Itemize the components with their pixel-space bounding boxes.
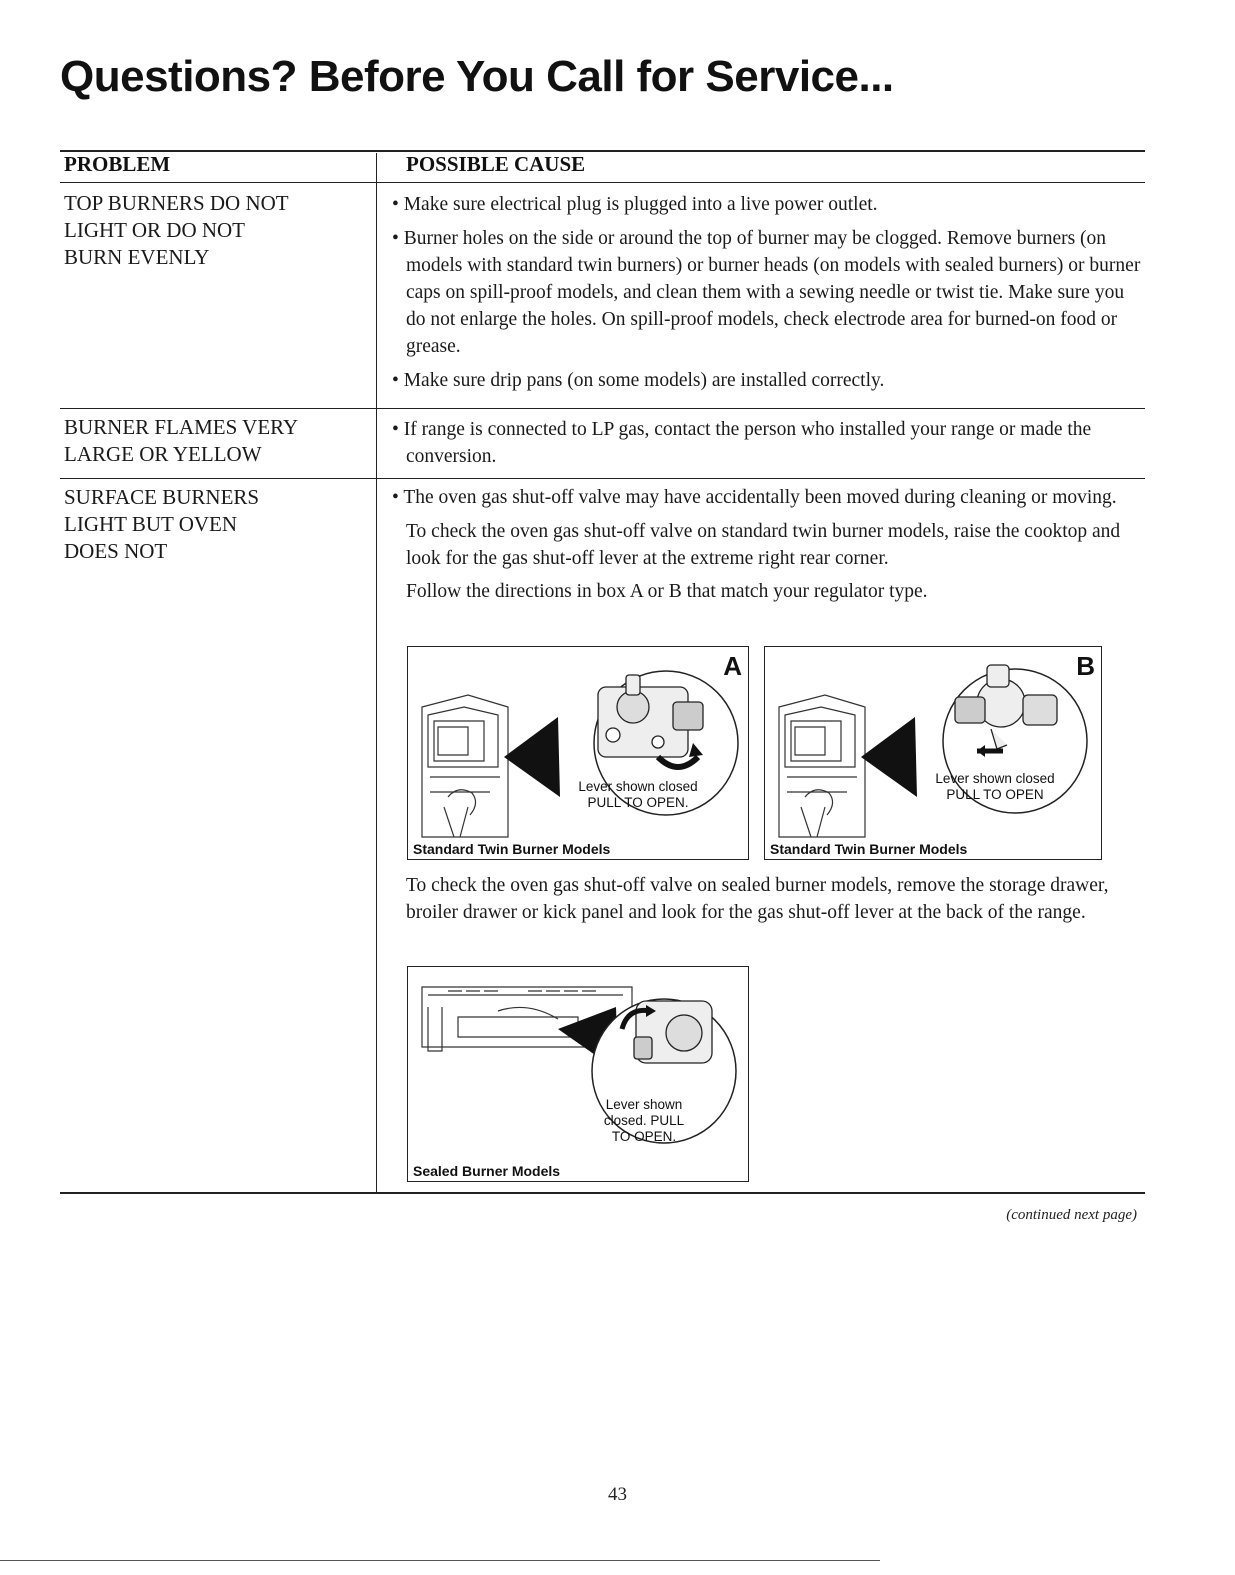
callout-line: Lever shown closed <box>935 771 1055 786</box>
figure-a <box>407 646 749 860</box>
figure-a-caption: Standard Twin Burner Models <box>413 841 611 857</box>
scan-edge-line <box>0 1560 880 1561</box>
sealed-valve-illustration <box>408 967 748 1181</box>
continued-note: (continued next page) <box>1006 1207 1137 1223</box>
callout-line: Lever shown closed <box>578 779 698 794</box>
figure-b <box>764 646 1102 860</box>
valve-b-illustration <box>765 647 1101 859</box>
figure-b-callout <box>915 771 1075 803</box>
figure-c <box>407 966 749 1182</box>
problem-text-3: SURFACE BURNERS LIGHT BUT OVEN DOES NOT <box>64 485 260 563</box>
cause-bullet: • If range is connected to LP gas, contact the person who installed your range or made the conversion. <box>392 419 1092 467</box>
cause-paragraph: Follow the directions in box A or B that match your regulator type. <box>406 581 928 602</box>
cause-bullet: • Make sure drip pans (on some models) are installed correctly. <box>392 370 885 391</box>
callout-line: TO OPEN. <box>611 1129 677 1144</box>
table-bottom-rule <box>60 1192 1145 1194</box>
figure-b-letter: B <box>1076 651 1095 681</box>
column-divider <box>376 153 377 1193</box>
cause-bullet: • Make sure electrical plug is plugged into a live power outlet. <box>392 194 878 215</box>
callout-line: PULL TO OPEN. <box>587 795 689 810</box>
callout-line: Lever shown <box>605 1097 683 1112</box>
problem-text-1: TOP BURNERS DO NOT LIGHT OR DO NOT BURN EVENLY <box>64 191 289 269</box>
figure-b-caption: Standard Twin Burner Models <box>770 841 968 857</box>
cause-cell-2 <box>392 416 1144 477</box>
header-bottom-rule <box>60 182 1145 183</box>
callout-line: PULL TO OPEN <box>946 787 1044 802</box>
cause-paragraph: To check the oven gas shut-off valve on standard twin burner models, raise the cooktop and look for the gas shut-off lever at the extreme right rear corner. <box>406 521 1121 569</box>
sealed-paragraph-cell <box>392 872 1144 932</box>
callout-line: closed. PULL <box>603 1113 685 1128</box>
problem-header: PROBLEM <box>64 152 171 176</box>
row-divider-2 <box>60 478 1145 479</box>
figure-c-caption: Sealed Burner Models <box>413 1163 561 1179</box>
cause-bullet: • The oven gas shut-off valve may have accidentally been moved during cleaning or moving. <box>392 487 1117 508</box>
problem-text-2: BURNER FLAMES VERY LARGE OR YELLOW <box>64 415 299 466</box>
page-number: 43 <box>608 1484 627 1505</box>
cause-cell-1 <box>392 191 1144 401</box>
cause-paragraph: To check the oven gas shut-off valve on sealed burner models, remove the storage drawer, broiler drawer or kick panel and look for the gas shut-off lever at the back of the range. <box>406 875 1109 923</box>
row-divider-1 <box>60 408 1145 409</box>
figure-c-callout <box>584 1097 704 1145</box>
figure-a-letter: A <box>723 651 742 681</box>
valve-a-illustration <box>408 647 748 859</box>
cause-header: POSSIBLE CAUSE <box>406 152 586 176</box>
table-top-rule <box>60 150 1145 152</box>
cause-cell-3 <box>392 484 1144 611</box>
figure-a-callout <box>558 779 718 811</box>
cause-bullet: • Burner holes on the side or around the top of burner may be clogged. Remove burners (on models with standard twin burners) or burner heads (on models with sealed burners) or burner caps on spill-proof models, and clean them with a sewing needle or twist tie. Make sure you do not enlarge the holes. On spill-proof models, check electrode area for burned-on food or grease. <box>392 228 1141 357</box>
page-title: Questions? Before You Call for Service... <box>60 52 894 101</box>
